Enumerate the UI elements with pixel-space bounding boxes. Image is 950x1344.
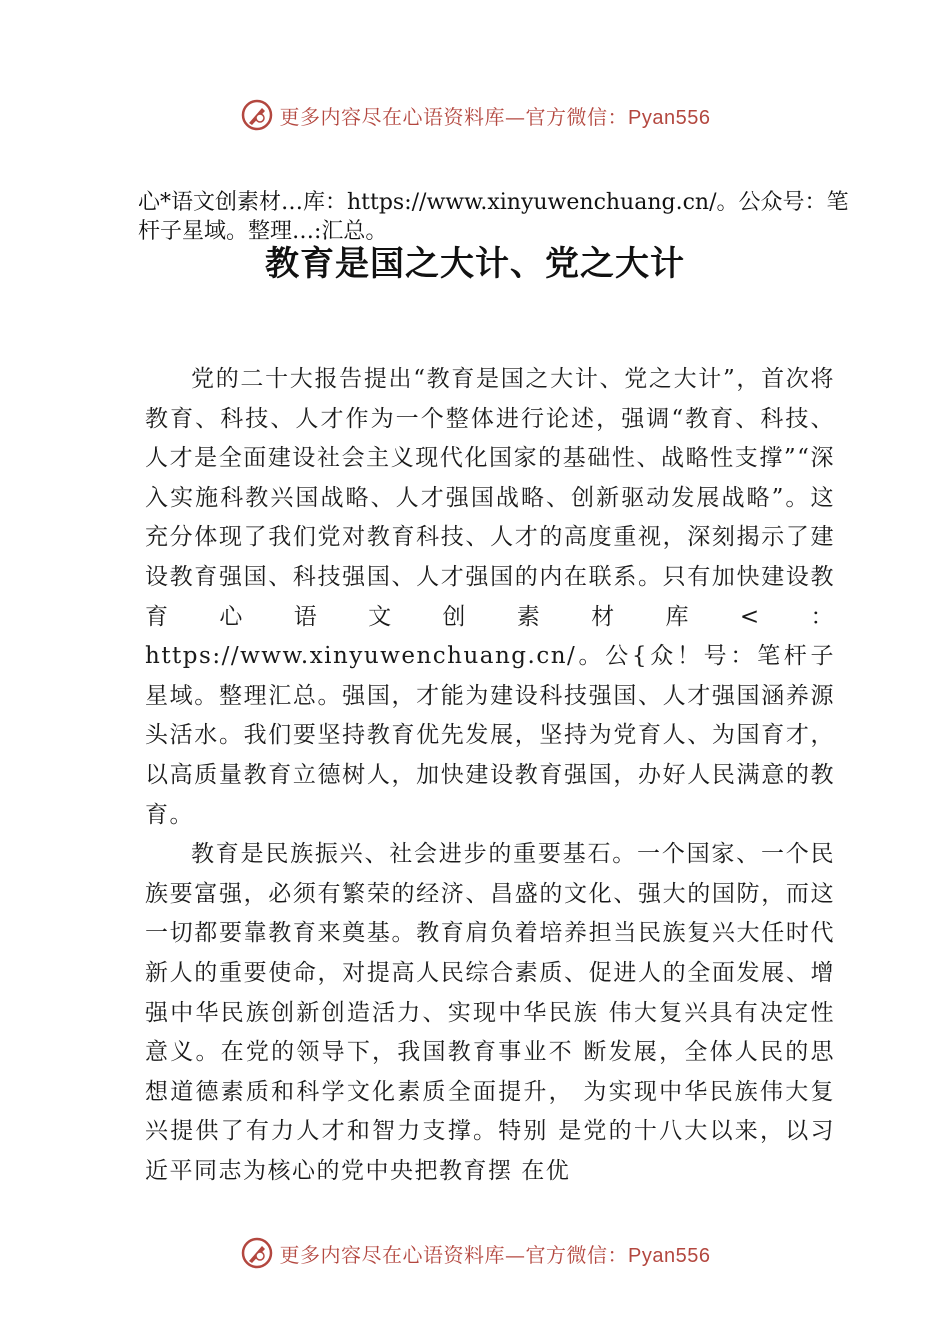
bottom-banner — [0, 1233, 950, 1273]
paragraph: 教育是民族振兴、社会进步的重要基石。一个国家、一个民族要富强，必须有繁荣的经济、昌盛的文化、强大的国防，而这一切都要靠教育来奠基。教育肩负着培养担当民族复兴大任时代新人的重要使命，对提高人民综合素质、促进人的全面发展、增强中华民族创新创造活力、实现中华民族 伟大复兴具有决定性意义。在党的领导下，我国教育事业不 断发展，全体人民的思想道德素质和科学文化素质全面提升， 为实现中华民族伟大复兴提供了有力人才和智力支撑。特别 是党的十八大以来，以习近平同志为核心的党中央把教育摆 在优 — [145, 841, 835, 1184]
article-body — [145, 360, 835, 1191]
top-banner — [0, 95, 950, 135]
banner-text: 更多内容尽在心语资料库—官方微信：Pyan556 — [279, 104, 711, 129]
banner-text: 更多内容尽在心语资料库—官方微信：Pyan556 — [279, 1242, 711, 1267]
source-note: 心*语文创素材…库：https://www.xinyuwenchuang.cn/。公众号：笔杆子星域。整理…:汇总。 — [138, 190, 849, 244]
pen-seal-logo-icon — [240, 98, 274, 132]
article-title: 教育是国之大计、党之大计 — [265, 244, 685, 284]
pen-seal-logo-icon — [240, 1236, 274, 1270]
paragraph: 党的二十大报告提出“教育是国之大计、党之大计”，首次将教育、科技、人才作为一个整体进行论述，强调“教育、科技、人才是全面建设社会主义现代化国家的基础性、战略性支撑”“深入实施科教兴国战略、人才强国战略、创新驱动发展战略”。这充分体现了我们党对教育科技、人才的高度重视，深刻揭示了建设教育强国、科技强国、人才强国的内在联系。只有加快建设教育心语文创素材库<：https://www.xinyuwenchuang.cn/。公{众！号：笔杆子星域。整理汇总。强国，才能为建设科技强国、人才强国涵养源头活水。我们要坚持教育优先发展，坚持为党育人、为国育才，以高质量教育立德树人，加快建设教育强国，办好人民满意的教育。 — [145, 366, 835, 828]
